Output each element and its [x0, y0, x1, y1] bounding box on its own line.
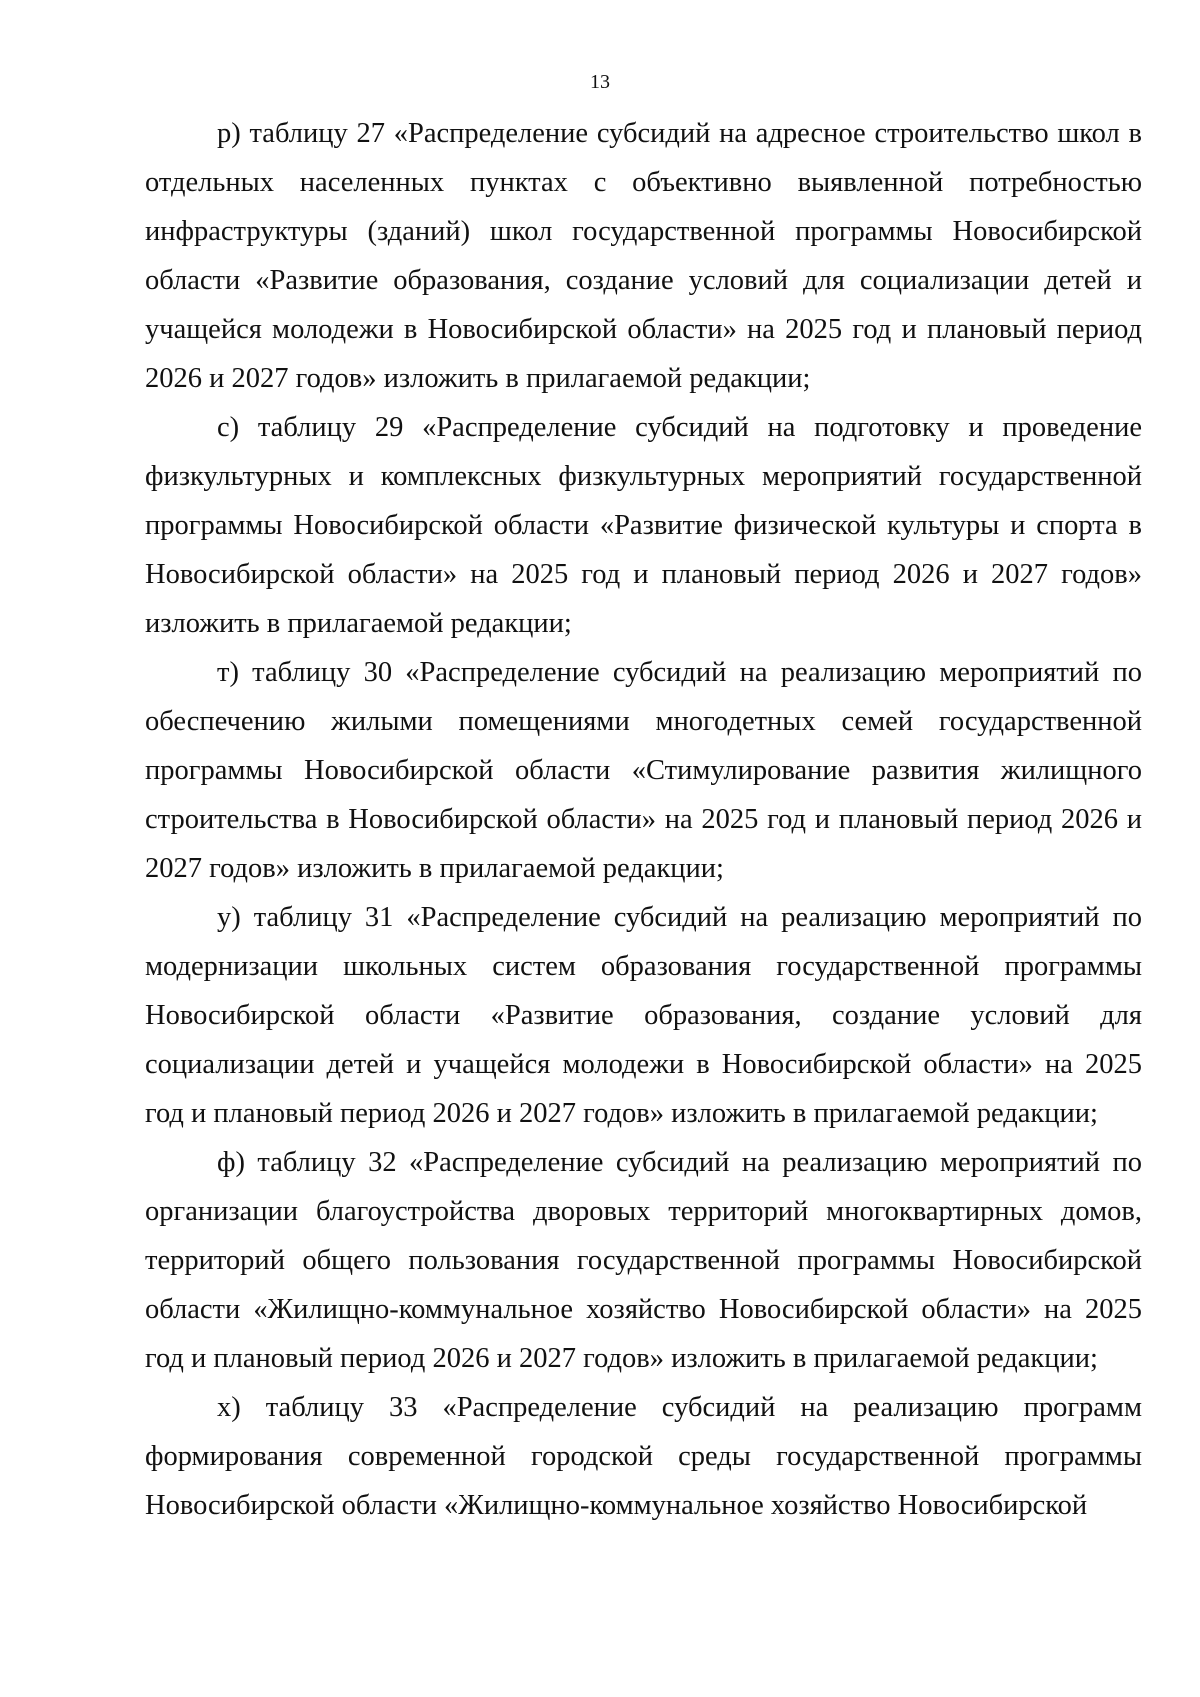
paragraph-r: р) таблицу 27 «Распределение субсидий на адресное строительство школ в отдельных населенных пунктах с объективно выявленной потребностью инфраструктуры (зданий) школ государственной программы Новосибирской области «Развитие образования, создание условий для социализации детей и учащейся молодежи в Новосибирской области» на 2025 год и плановый период 2026 и 2027 годов» изложить в прилагаемой редакции;	[145, 118, 1142, 394]
body-text	[145, 109, 1142, 1530]
paragraph-t: т) таблицу 30 «Распределение субсидий на реализацию мероприятий по обеспечению жилыми помещениями многодетных семей государственной программы Новосибирской области «Стимулирование развития жилищного строительства в Новосибирской области» на 2025 год и плановый период 2026 и 2027 годов» изложить в прилагаемой редакции;	[145, 657, 1142, 884]
paragraph-kh: х) таблицу 33 «Распределение субсидий на реализацию программ формирования современной городской среды государственной программы Новосибирской области «Жилищно-коммунальное хозяйство Новосибирской	[145, 1392, 1142, 1521]
paragraph-u: у) таблицу 31 «Распределение субсидий на реализацию мероприятий по модернизации школьных систем образования государственной программы Новосибирской области «Развитие образования, создание условий для социализации детей и учащейся молодежи в Новосибирской области» на 2025 год и плановый период 2026 и 2027 годов» изложить в прилагаемой редакции;	[145, 902, 1142, 1129]
paragraph-s: с) таблицу 29 «Распределение субсидий на подготовку и проведение физкультурных и комплексных физкультурных мероприятий государственной программы Новосибирской области «Развитие физической культуры и спорта в Новосибирской области» на 2025 год и плановый период 2026 и 2027 годов» изложить в прилагаемой редакции;	[145, 412, 1142, 639]
paragraph-f: ф) таблицу 32 «Распределение субсидий на реализацию мероприятий по организации благоустройства дворовых территорий многоквартирных домов, территорий общего пользования государственной программы Новосибирской области «Жилищно-коммунальное хозяйство Новосибирской области» на 2025 год и плановый период 2026 и 2027 годов» изложить в прилагаемой редакции;	[145, 1147, 1142, 1374]
page-number: 13	[590, 71, 610, 93]
